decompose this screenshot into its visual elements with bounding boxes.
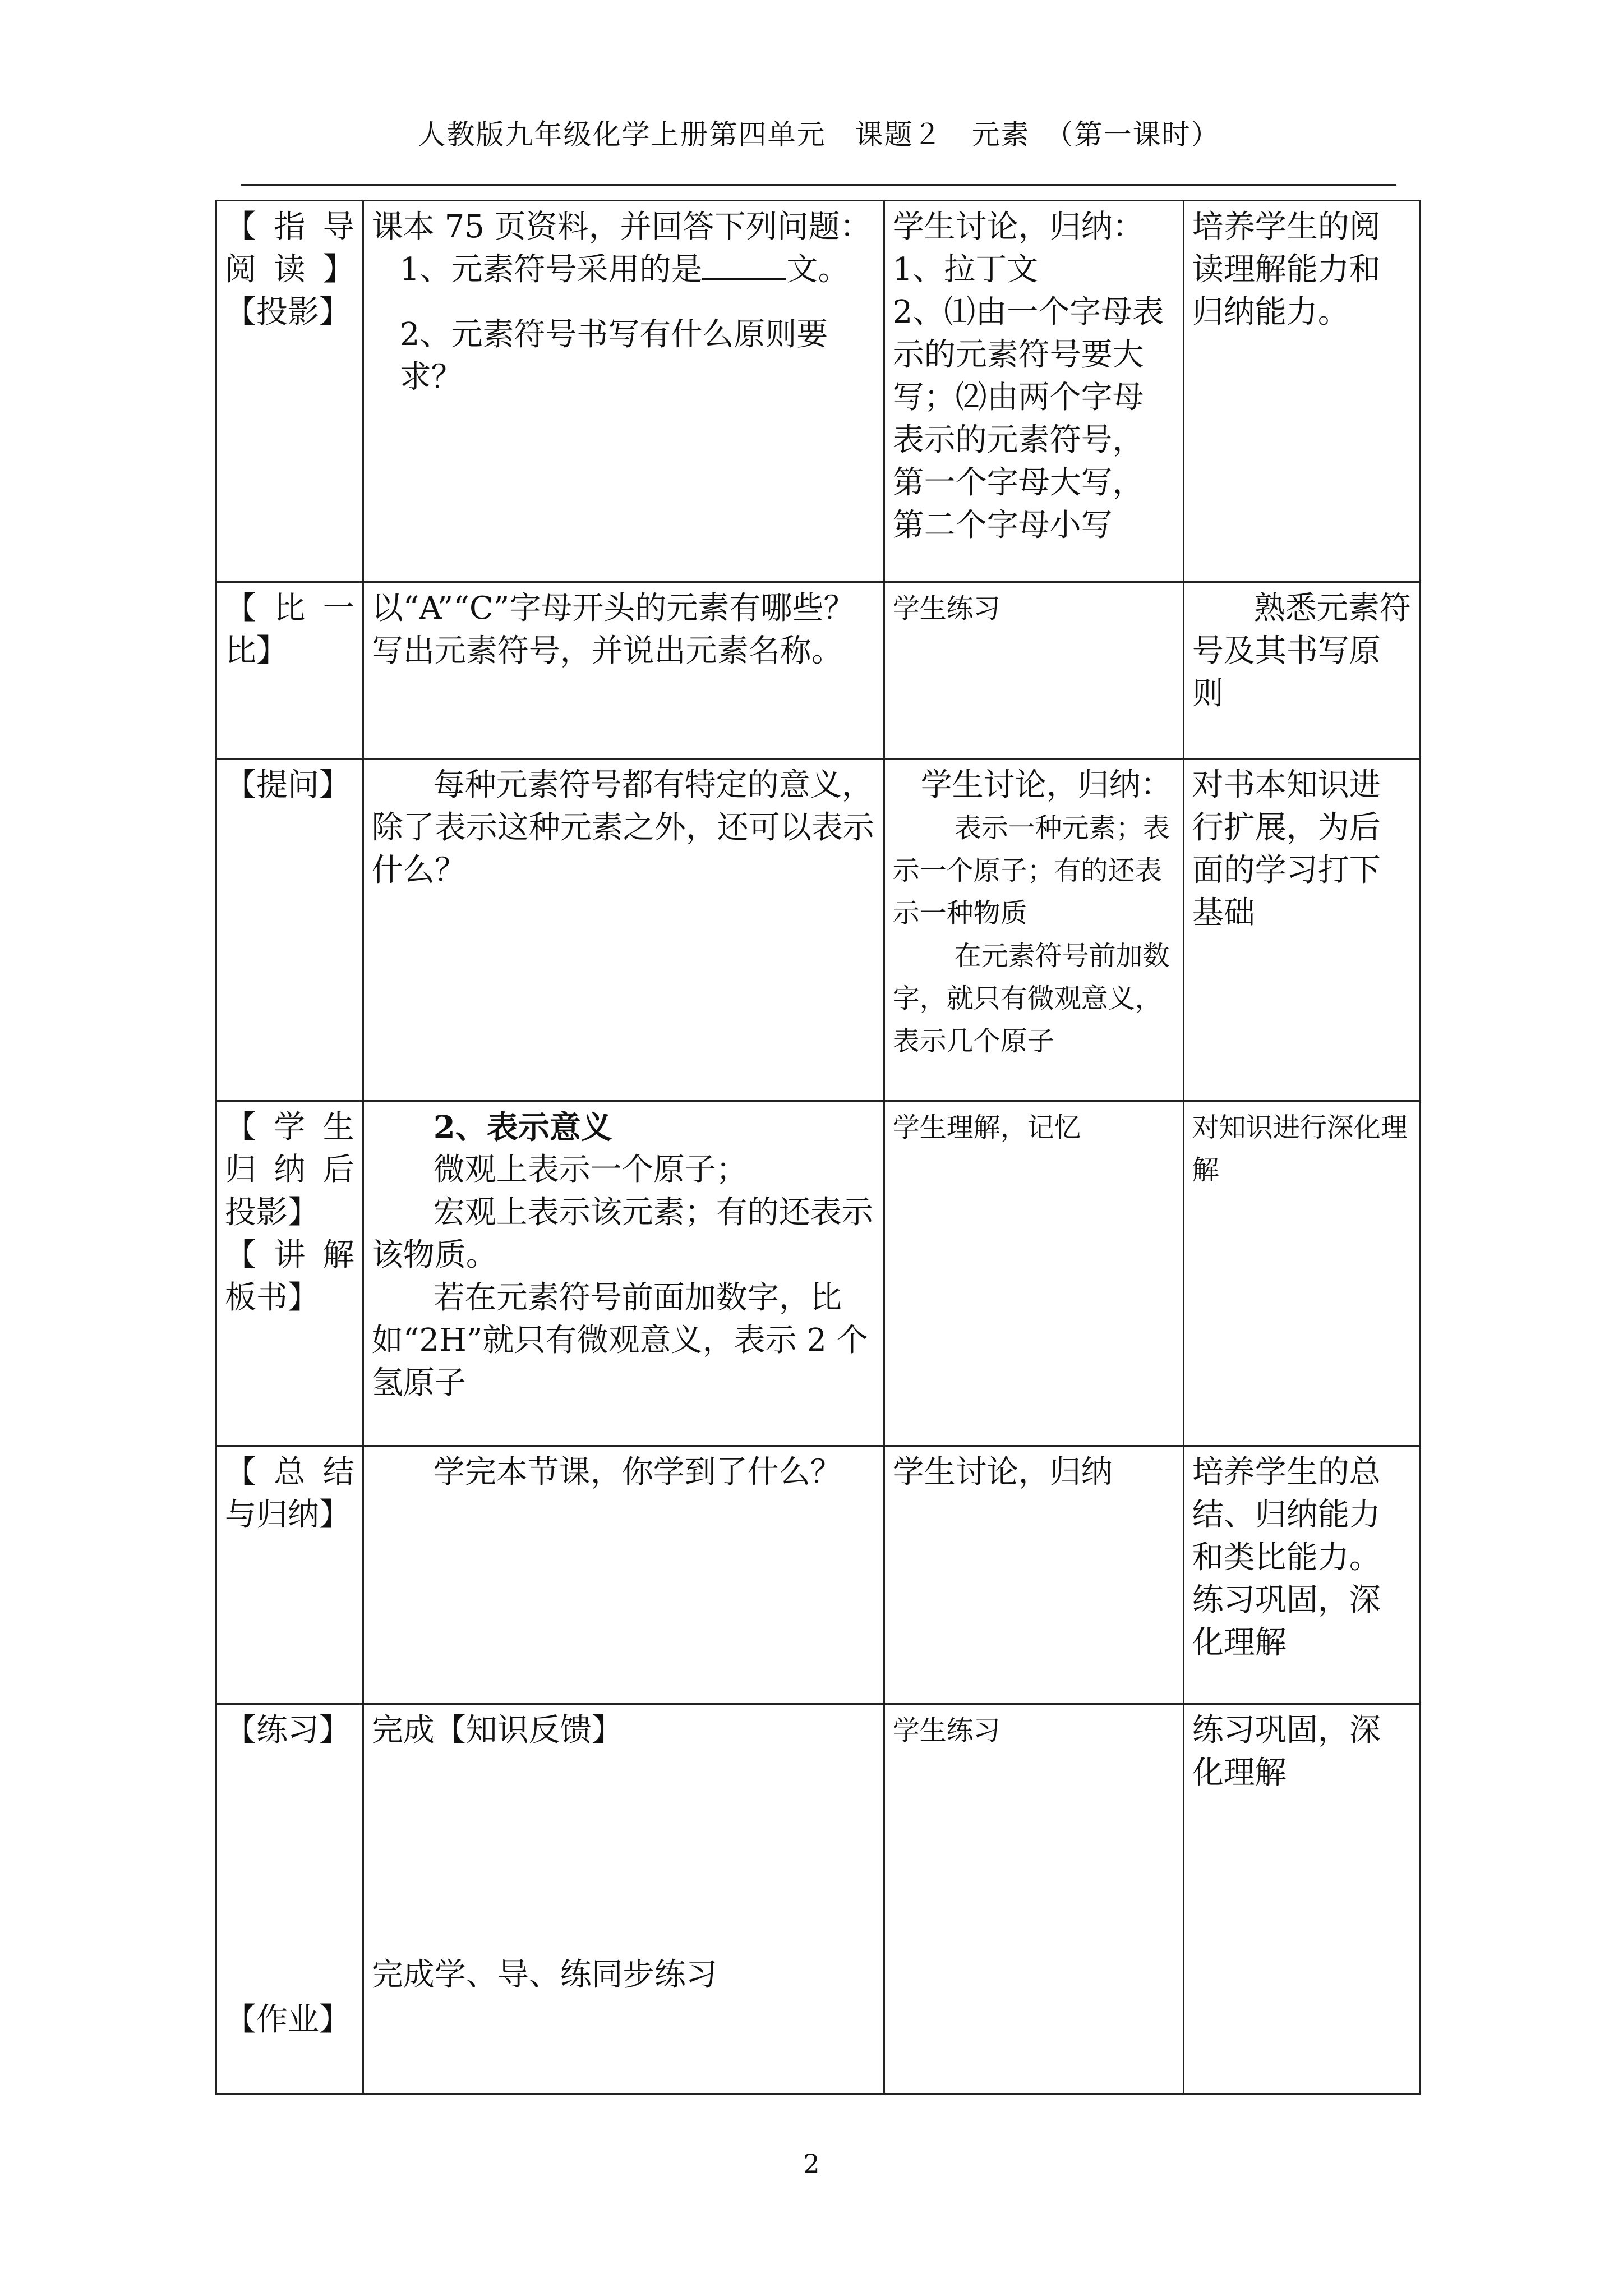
stage-label-cell bbox=[216, 759, 363, 1101]
student-text: 学生练习 bbox=[892, 1715, 1000, 1746]
design-intent-cell bbox=[1183, 1101, 1420, 1446]
stage-label: 【提问】 bbox=[225, 767, 351, 803]
intent-text: 培养学生的总结、归纳能力和类比能力。练习巩固，深化理解 bbox=[1192, 1454, 1381, 1661]
student-activity-cell bbox=[884, 759, 1183, 1101]
fill-blank bbox=[702, 250, 786, 280]
student-activity-cell bbox=[884, 1446, 1183, 1704]
stage-label: 比】 bbox=[225, 633, 288, 669]
student-activity-cell bbox=[884, 582, 1183, 759]
teacher-text: 完成【知识反馈】 bbox=[371, 1712, 623, 1749]
design-intent-cell bbox=[1183, 1704, 1420, 2094]
stage-label: 阅读】 bbox=[225, 251, 354, 288]
table-row bbox=[216, 582, 1421, 759]
stage-label-cell bbox=[216, 201, 363, 582]
stage-label: 【 指 导 bbox=[225, 209, 354, 245]
table-row bbox=[216, 1446, 1421, 1704]
intent-text: 对知识进行深化理解 bbox=[1192, 1112, 1408, 1186]
teacher-activity-cell bbox=[363, 201, 884, 582]
question-1: 1、元素符号采用的是 文。 bbox=[372, 249, 875, 291]
design-intent-cell bbox=[1183, 201, 1420, 582]
stage-label: 板书】 bbox=[225, 1280, 319, 1316]
stage-label: 归 纳 后 bbox=[225, 1152, 354, 1188]
stage-label: 与归纳】 bbox=[225, 1497, 351, 1533]
student-text: 学生讨论，归纳： bbox=[920, 767, 1172, 803]
teacher-text: 每种元素符号都有特定的意义，除了表示这种元素之外，还可以表示什么？ bbox=[371, 767, 874, 889]
student-text: 学生理解，记忆 bbox=[892, 1112, 1081, 1143]
student-text: 学生讨论，归纳 bbox=[892, 1454, 1113, 1490]
intent-text: 对书本知识进行扩展，为后面的学习打下基础 bbox=[1192, 767, 1381, 931]
stage-label-cell bbox=[216, 1446, 363, 1704]
header-rule bbox=[241, 184, 1396, 186]
lesson-plan-table bbox=[215, 200, 1421, 2095]
teacher-text: 以“A”“C”字母开头的元素有哪些？写出元素符号，并说出元素名称。 bbox=[371, 590, 855, 669]
intent-text: 熟悉元素符号及其书写原则 bbox=[1192, 590, 1411, 712]
teacher-activity-cell bbox=[363, 582, 884, 759]
teacher-activity-cell bbox=[363, 1101, 884, 1446]
table-row bbox=[216, 759, 1421, 1101]
stage-label: 【 总 结 bbox=[225, 1454, 354, 1490]
teacher-text: 学完本节课，你学到了什么？ bbox=[433, 1454, 842, 1490]
student-text: 1、拉丁文 bbox=[892, 251, 1039, 288]
stage-label: 【 讲 解 bbox=[225, 1237, 354, 1273]
stage-label: 【作业】 bbox=[225, 2001, 351, 2038]
stage-label: 投影】 bbox=[225, 1194, 319, 1231]
question-2: 2、元素符号书写有什么原则要求？ bbox=[399, 316, 828, 395]
teacher-activity-cell bbox=[363, 1446, 884, 1704]
stage-label: 【练习】 bbox=[225, 1712, 351, 1749]
section-heading: 2、表示意义 bbox=[433, 1109, 612, 1146]
student-activity-cell bbox=[884, 201, 1183, 582]
stage-label-cell bbox=[216, 1704, 363, 2094]
student-activity-cell bbox=[884, 1704, 1183, 2094]
table-row bbox=[216, 1704, 1421, 2094]
student-text: 2、⑴由一个字母表示的元素符号要大写；⑵由两个字母表示的元素符号，第一个字母大写，第二个字母小写 bbox=[892, 294, 1164, 544]
teacher-text: 完成学、导、练同步练习 bbox=[371, 1957, 717, 1993]
table-row bbox=[216, 1101, 1421, 1446]
intent-text: 练习巩固，深化理解 bbox=[1192, 1712, 1381, 1791]
teacher-text: 微观上表示一个原子； bbox=[433, 1152, 748, 1188]
stage-label: 【投影】 bbox=[225, 294, 351, 330]
design-intent-cell bbox=[1183, 582, 1420, 759]
table-row bbox=[216, 201, 1421, 582]
student-text: 学生讨论，归纳： bbox=[892, 209, 1144, 245]
teacher-text: 若在元素符号前面加数字，比如“2H”就只有微观意义，表示 2 个氢原子 bbox=[371, 1280, 868, 1401]
teacher-text: 课本 75 页资料，并回答下列问题： bbox=[371, 209, 872, 245]
stage-label: 【 比 一 bbox=[225, 590, 354, 627]
teacher-activity-cell bbox=[363, 1704, 884, 2094]
teacher-text: 宏观上表示该元素；有的还表示该物质。 bbox=[371, 1194, 873, 1273]
student-activity-cell bbox=[884, 1101, 1183, 1446]
intent-text: 培养学生的阅读理解能力和归纳能力。 bbox=[1192, 209, 1381, 330]
student-text: 在元素符号前加数字，就只有微观意义，表示几个原子 bbox=[892, 940, 1170, 1057]
student-text: 表示一种元素；表示一个原子；有的还表示一种物质 bbox=[892, 812, 1170, 929]
student-text: 学生练习 bbox=[892, 593, 1000, 624]
teacher-activity-cell bbox=[363, 759, 884, 1101]
page-header-title: 人教版九年级化学上册第四单元 课题２ 元素 （第一课时） bbox=[417, 118, 1220, 151]
page-number: 2 bbox=[803, 2148, 820, 2179]
design-intent-cell bbox=[1183, 759, 1420, 1101]
stage-label-cell bbox=[216, 1101, 363, 1446]
design-intent-cell bbox=[1183, 1446, 1420, 1704]
stage-label-cell bbox=[216, 582, 363, 759]
stage-label: 【 学 生 bbox=[225, 1109, 354, 1145]
